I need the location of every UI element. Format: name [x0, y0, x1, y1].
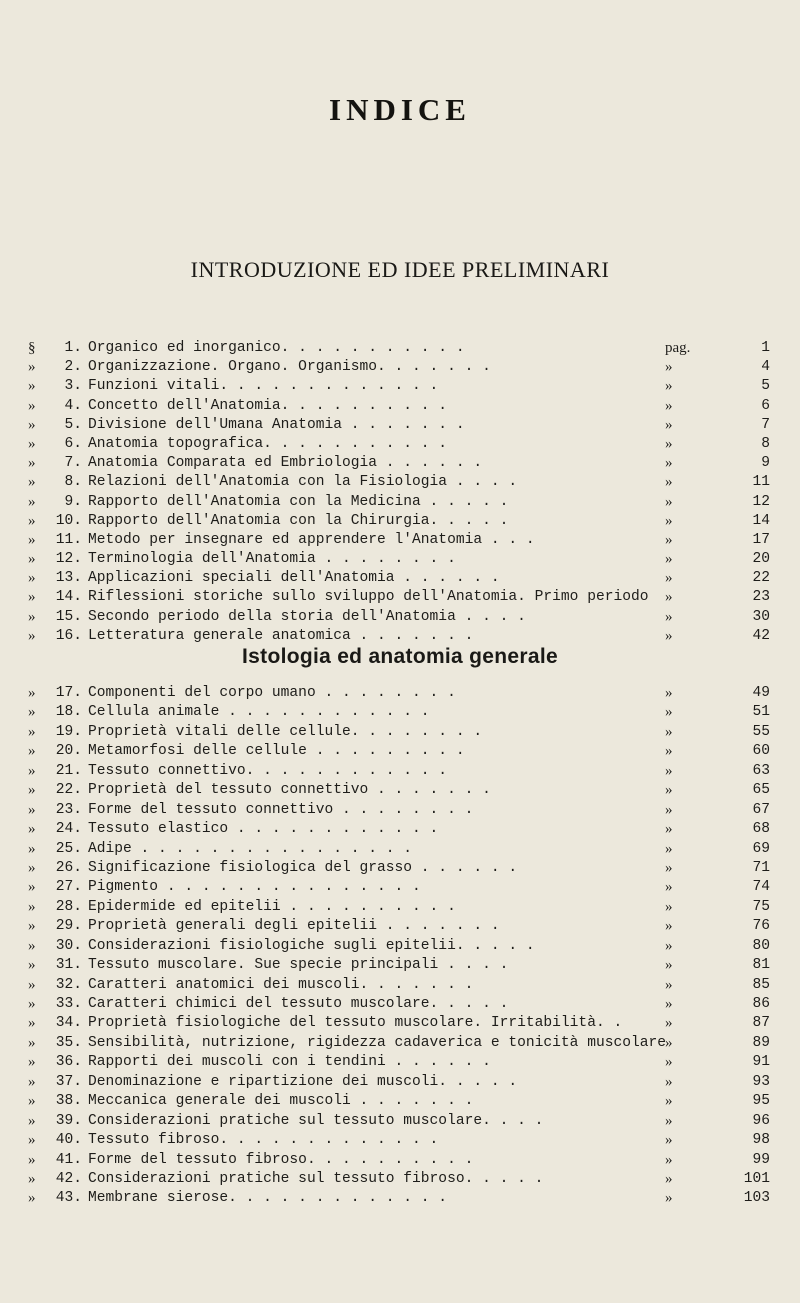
toc-list-istologia — [0, 684, 800, 1209]
entry-number: 25. — [55, 840, 82, 857]
page-number: 68 — [752, 821, 770, 838]
toc-entry — [0, 723, 800, 742]
entry-title: Sensibilità, nutrizione, rigidezza cadaverica e tonicità muscolare — [88, 1034, 667, 1051]
page-label: » — [665, 937, 673, 954]
toc-entry — [0, 703, 800, 722]
entry-number: 12. — [55, 551, 82, 568]
toc-entry — [0, 1073, 800, 1092]
entry-number: 32. — [55, 976, 82, 993]
section-mark: » — [28, 627, 36, 644]
page-number: 93 — [752, 1073, 770, 1090]
section-mark: » — [28, 801, 36, 818]
entry-title: Letteratura generale anatomica . . . . . . . — [88, 627, 474, 644]
entry-number: 42. — [55, 1170, 82, 1187]
section-mark: » — [28, 1132, 36, 1149]
entry-title: Proprietà del tessuto connettivo . . . . . . . — [88, 782, 491, 799]
entry-number: 34. — [55, 1015, 82, 1032]
toc-entry — [0, 377, 800, 396]
section-mark: » — [28, 996, 36, 1012]
toc-entry — [0, 454, 800, 473]
entry-title: Terminologia dell'Anatomia . . . . . . . . — [88, 551, 456, 568]
section-mark: » — [28, 455, 36, 472]
section-mark: » — [28, 531, 36, 548]
page-number: 1 — [761, 340, 770, 356]
entry-title: Membrane sierose. . . . . . . . . . . . . — [88, 1190, 448, 1207]
page-number: 71 — [752, 859, 770, 876]
toc-entry — [0, 781, 800, 800]
section-mark: » — [28, 840, 36, 857]
page-label: » — [665, 996, 673, 1012]
entry-number: 14. — [55, 589, 82, 606]
entry-title: Caratteri chimici del tessuto muscolare. . . . . — [88, 996, 509, 1012]
entry-title: Tessuto connettivo. . . . . . . . . . . . — [88, 762, 448, 779]
toc-entry — [0, 397, 800, 416]
page-number: 85 — [752, 976, 770, 993]
toc-entry — [0, 416, 800, 435]
entry-title: Organico ed inorganico. . . . . . . . . . . — [88, 340, 465, 356]
entry-number: 13. — [55, 570, 82, 587]
entry-number: 2. — [64, 359, 82, 376]
entry-number: 10. — [55, 512, 82, 529]
section-mark: » — [28, 1054, 36, 1071]
section-mark: » — [28, 474, 36, 491]
entry-number: 21. — [55, 762, 82, 779]
entry-title: Rapporti dei muscoli con i tendini . . . . . . — [88, 1054, 491, 1071]
page-label: » — [665, 898, 673, 915]
toc-entry — [0, 898, 800, 917]
entry-title: Organizzazione. Organo. Organismo. . . . . . . — [88, 359, 491, 376]
toc-entry — [0, 1170, 800, 1189]
toc-entry — [0, 531, 800, 550]
toc-entry — [0, 627, 800, 646]
page-number: 20 — [752, 551, 770, 568]
toc-entry — [0, 859, 800, 878]
entry-title: Tessuto fibroso. . . . . . . . . . . . . — [88, 1132, 439, 1149]
section-mark: » — [28, 782, 36, 799]
entry-title: Considerazioni pratiche sul tessuto muscolare. . . . — [88, 1112, 544, 1129]
page-label: » — [665, 512, 673, 529]
entry-title: Cellula animale . . . . . . . . . . . . — [88, 704, 430, 721]
entry-number: 35. — [55, 1034, 82, 1051]
entry-number: 27. — [55, 879, 82, 896]
section-mark: » — [28, 957, 36, 974]
page-label: » — [665, 918, 673, 935]
entry-number: 38. — [55, 1093, 82, 1110]
entry-title: Proprietà vitali delle cellule. . . . . . . . — [88, 723, 483, 740]
toc-entry — [0, 1053, 800, 1072]
toc-entry — [0, 801, 800, 820]
toc-entry — [0, 742, 800, 761]
section-mark: » — [28, 859, 36, 876]
page-label: » — [665, 1015, 673, 1032]
section-mark: » — [28, 898, 36, 915]
entry-number: 41. — [55, 1151, 82, 1168]
page-number: 23 — [752, 589, 770, 606]
page-label: » — [665, 1190, 673, 1207]
section-mark: » — [28, 416, 36, 433]
section-mark: » — [28, 512, 36, 529]
page-number: 91 — [752, 1054, 770, 1071]
page-label: » — [665, 704, 673, 721]
entry-title: Applicazioni speciali dell'Anatomia . . . . . . — [88, 570, 500, 587]
entry-title: Caratteri anatomici dei muscoli. . . . . . . — [88, 976, 474, 993]
page-label: » — [665, 762, 673, 779]
entry-number: 16. — [55, 627, 82, 644]
toc-entry — [0, 493, 800, 512]
section-mark: » — [28, 1034, 36, 1051]
section-mark: » — [28, 397, 36, 414]
page-number: 14 — [752, 512, 770, 529]
entry-title: Concetto dell'Anatomia. . . . . . . . . . — [88, 397, 448, 414]
toc-entry — [0, 684, 800, 703]
page-number: 98 — [752, 1132, 770, 1149]
page-label: » — [665, 743, 673, 760]
entry-number: 7. — [64, 455, 82, 472]
page-label: » — [665, 859, 673, 876]
section-mark: » — [28, 762, 36, 779]
page-label: » — [665, 685, 673, 701]
page-label: » — [665, 474, 673, 491]
entry-number: 1. — [64, 340, 82, 356]
entry-title: Riflessioni storiche sullo sviluppo dell'Anatomia. Primo periodo — [88, 589, 649, 606]
page-number: 65 — [752, 782, 770, 799]
page-label: » — [665, 801, 673, 818]
entry-number: 40. — [55, 1132, 82, 1149]
page-number: 22 — [752, 570, 770, 587]
entry-title: Tessuto elastico . . . . . . . . . . . . — [88, 821, 439, 838]
entry-title: Pigmento . . . . . . . . . . . . . . . — [88, 879, 421, 896]
page-label: » — [665, 1170, 673, 1187]
page-label: » — [665, 455, 673, 472]
entry-number: 8. — [64, 474, 82, 491]
section-mark: » — [28, 493, 36, 510]
section-mark: » — [28, 435, 36, 452]
page-number: 11 — [752, 474, 770, 491]
page-number: 99 — [752, 1151, 770, 1168]
page-number: 30 — [752, 608, 770, 625]
page-number: 81 — [752, 957, 770, 974]
page-number: 6 — [761, 397, 770, 414]
page-label: » — [665, 627, 673, 644]
section-mark: » — [28, 704, 36, 721]
toc-entry — [0, 473, 800, 492]
entry-title: Anatomia topografica. . . . . . . . . . . — [88, 435, 448, 452]
entry-number: 36. — [55, 1054, 82, 1071]
entry-number: 43. — [55, 1190, 82, 1207]
section-mark: » — [28, 1190, 36, 1207]
page-number: 49 — [752, 685, 770, 701]
entry-number: 18. — [55, 704, 82, 721]
section-mark: » — [28, 608, 36, 625]
toc-entry — [0, 435, 800, 454]
entry-number: 4. — [64, 397, 82, 414]
section-mark: » — [28, 743, 36, 760]
entry-number: 29. — [55, 918, 82, 935]
entry-title: Divisione dell'Umana Anatomia . . . . . . . — [88, 416, 465, 433]
entry-number: 30. — [55, 937, 82, 954]
page-number: 42 — [752, 627, 770, 644]
entry-number: 23. — [55, 801, 82, 818]
entry-title: Meccanica generale dei muscoli . . . . . . . — [88, 1093, 474, 1110]
page-number: 74 — [752, 879, 770, 896]
entry-title: Funzioni vitali. . . . . . . . . . . . . — [88, 378, 439, 395]
entry-number: 11. — [55, 531, 82, 548]
page-label: pag. — [665, 340, 691, 356]
page-number: 101 — [743, 1170, 770, 1187]
toc-entry — [0, 1189, 800, 1208]
toc-entry — [0, 588, 800, 607]
page-label: » — [665, 1112, 673, 1129]
section-mark: » — [28, 1015, 36, 1032]
entry-number: 19. — [55, 723, 82, 740]
entry-number: 28. — [55, 898, 82, 915]
page-number: 95 — [752, 1093, 770, 1110]
section-mark: » — [28, 937, 36, 954]
page-number: 80 — [752, 937, 770, 954]
toc-entry — [0, 550, 800, 569]
entry-number: 24. — [55, 821, 82, 838]
entry-title: Epidermide ed epitelii . . . . . . . . . . — [88, 898, 456, 915]
toc-entry — [0, 339, 800, 358]
page-number: 9 — [761, 455, 770, 472]
entry-number: 3. — [64, 378, 82, 395]
toc-entry — [0, 1131, 800, 1150]
page-number: 12 — [752, 493, 770, 510]
page-number: 51 — [752, 704, 770, 721]
page-number: 55 — [752, 723, 770, 740]
entry-title: Forme del tessuto fibroso. . . . . . . . . . — [88, 1151, 474, 1168]
entry-title: Significazione fisiologica del grasso . . . . . . — [88, 859, 518, 876]
page-label: » — [665, 435, 673, 452]
toc-entry — [0, 995, 800, 1014]
entry-title: Considerazioni fisiologiche sugli epitelii. . . . . — [88, 937, 535, 954]
toc-entry — [0, 878, 800, 897]
section-title-istologia: Istologia ed anatomia generale — [242, 645, 558, 668]
page-label: » — [665, 782, 673, 799]
toc-entry — [0, 1112, 800, 1131]
entry-number: 31. — [55, 957, 82, 974]
page-label: » — [665, 1073, 673, 1090]
page-label: » — [665, 821, 673, 838]
section-mark: » — [28, 589, 36, 606]
entry-title: Tessuto muscolare. Sue specie principali . . . . — [88, 957, 509, 974]
toc-entry — [0, 1092, 800, 1111]
section-mark: » — [28, 1112, 36, 1129]
entry-number: 37. — [55, 1073, 82, 1090]
page-label: » — [665, 416, 673, 433]
page-number: 67 — [752, 801, 770, 818]
section-mark: » — [28, 821, 36, 838]
entry-title: Relazioni dell'Anatomia con la Fisiologia . . . . — [88, 474, 518, 491]
entry-number: 26. — [55, 859, 82, 876]
toc-list-introduzione — [0, 339, 800, 646]
section-mark: » — [28, 378, 36, 395]
entry-number: 15. — [55, 608, 82, 625]
toc-entry — [0, 512, 800, 531]
section-mark: » — [28, 723, 36, 740]
page-number: 75 — [752, 898, 770, 915]
section-title-introduzione: INTRODUZIONE ED IDEE PRELIMINARI — [190, 257, 610, 282]
page-label: » — [665, 531, 673, 548]
section-mark: » — [28, 1093, 36, 1110]
entry-number: 22. — [55, 782, 82, 799]
page-number: 87 — [752, 1015, 770, 1032]
toc-entry — [0, 1014, 800, 1033]
entry-title: Considerazioni pratiche sul tessuto fibroso. . . . . — [88, 1170, 544, 1187]
entry-title: Adipe . . . . . . . . . . . . . . . . — [88, 840, 413, 857]
toc-entry — [0, 917, 800, 936]
page-label: » — [665, 976, 673, 993]
section-mark: » — [28, 976, 36, 993]
entry-number: 17. — [55, 685, 82, 701]
entry-title: Anatomia Comparata ed Embriologia . . . . . . — [88, 455, 483, 472]
page-label: » — [665, 359, 673, 376]
page-label: » — [665, 723, 673, 740]
entry-title: Rapporto dell'Anatomia con la Medicina . . . . . — [88, 493, 509, 510]
page-label: » — [665, 1132, 673, 1149]
entry-number: 20. — [55, 743, 82, 760]
page-number: 17 — [752, 531, 770, 548]
entry-number: 5. — [64, 416, 82, 433]
entry-title: Metodo per insegnare ed apprendere l'Anatomia . . . — [88, 531, 535, 548]
page-label: » — [665, 493, 673, 510]
page-label: » — [665, 840, 673, 857]
page-number: 8 — [761, 435, 770, 452]
section-mark: » — [28, 570, 36, 587]
page-label: » — [665, 570, 673, 587]
section-mark: » — [28, 685, 36, 701]
page-number: 5 — [761, 378, 770, 395]
page-number: 76 — [752, 918, 770, 935]
entry-title: Componenti del corpo umano . . . . . . . . — [88, 685, 456, 701]
page-number: 69 — [752, 840, 770, 857]
page-number: 63 — [752, 762, 770, 779]
page-number: 60 — [752, 743, 770, 760]
page-label: » — [665, 957, 673, 974]
toc-entry — [0, 820, 800, 839]
section-mark: » — [28, 359, 36, 376]
page-label: » — [665, 1054, 673, 1071]
page-title: INDICE — [329, 92, 471, 127]
toc-entry — [0, 976, 800, 995]
page-number: 7 — [761, 416, 770, 433]
entry-title: Proprietà fisiologiche del tessuto muscolare. Irritabilità. . — [88, 1015, 623, 1032]
page-number: 4 — [761, 359, 770, 376]
entry-title: Denominazione e ripartizione dei muscoli. . . . . — [88, 1073, 518, 1090]
entry-number: 9. — [64, 493, 82, 510]
entry-title: Metamorfosi delle cellule . . . . . . . . . — [88, 743, 465, 760]
toc-entry — [0, 569, 800, 588]
toc-entry — [0, 937, 800, 956]
page-label: » — [665, 1093, 673, 1110]
section-mark: » — [28, 1170, 36, 1187]
page-number: 89 — [752, 1034, 770, 1051]
entry-number: 33. — [55, 996, 82, 1012]
entry-title: Secondo periodo della storia dell'Anatomia . . . . — [88, 608, 526, 625]
toc-entry — [0, 1034, 800, 1053]
toc-entry — [0, 956, 800, 975]
page-label: » — [665, 1151, 673, 1168]
section-mark: » — [28, 1073, 36, 1090]
entry-title: Rapporto dell'Anatomia con la Chirurgia. . . . . — [88, 512, 509, 529]
page-label: » — [665, 879, 673, 896]
page-label: » — [665, 397, 673, 414]
page-label: » — [665, 589, 673, 606]
entry-number: 39. — [55, 1112, 82, 1129]
entry-number: 6. — [64, 435, 82, 452]
section-mark: » — [28, 1151, 36, 1168]
section-mark: » — [28, 551, 36, 568]
toc-entry — [0, 358, 800, 377]
page-number: 86 — [752, 996, 770, 1012]
toc-entry — [0, 1151, 800, 1170]
section-mark: » — [28, 879, 36, 896]
page-label: » — [665, 551, 673, 568]
page-number: 96 — [752, 1112, 770, 1129]
entry-title: Proprietà generali degli epitelii . . . . . . . — [88, 918, 500, 935]
toc-entry — [0, 608, 800, 627]
entry-title: Forme del tessuto connettivo . . . . . . . . — [88, 801, 474, 818]
section-mark: § — [28, 340, 36, 356]
section-mark: » — [28, 918, 36, 935]
page-label: » — [665, 378, 673, 395]
page-number: 103 — [743, 1190, 770, 1207]
toc-entry — [0, 762, 800, 781]
page-label: » — [665, 1034, 673, 1051]
toc-entry — [0, 840, 800, 859]
page-label: » — [665, 608, 673, 625]
